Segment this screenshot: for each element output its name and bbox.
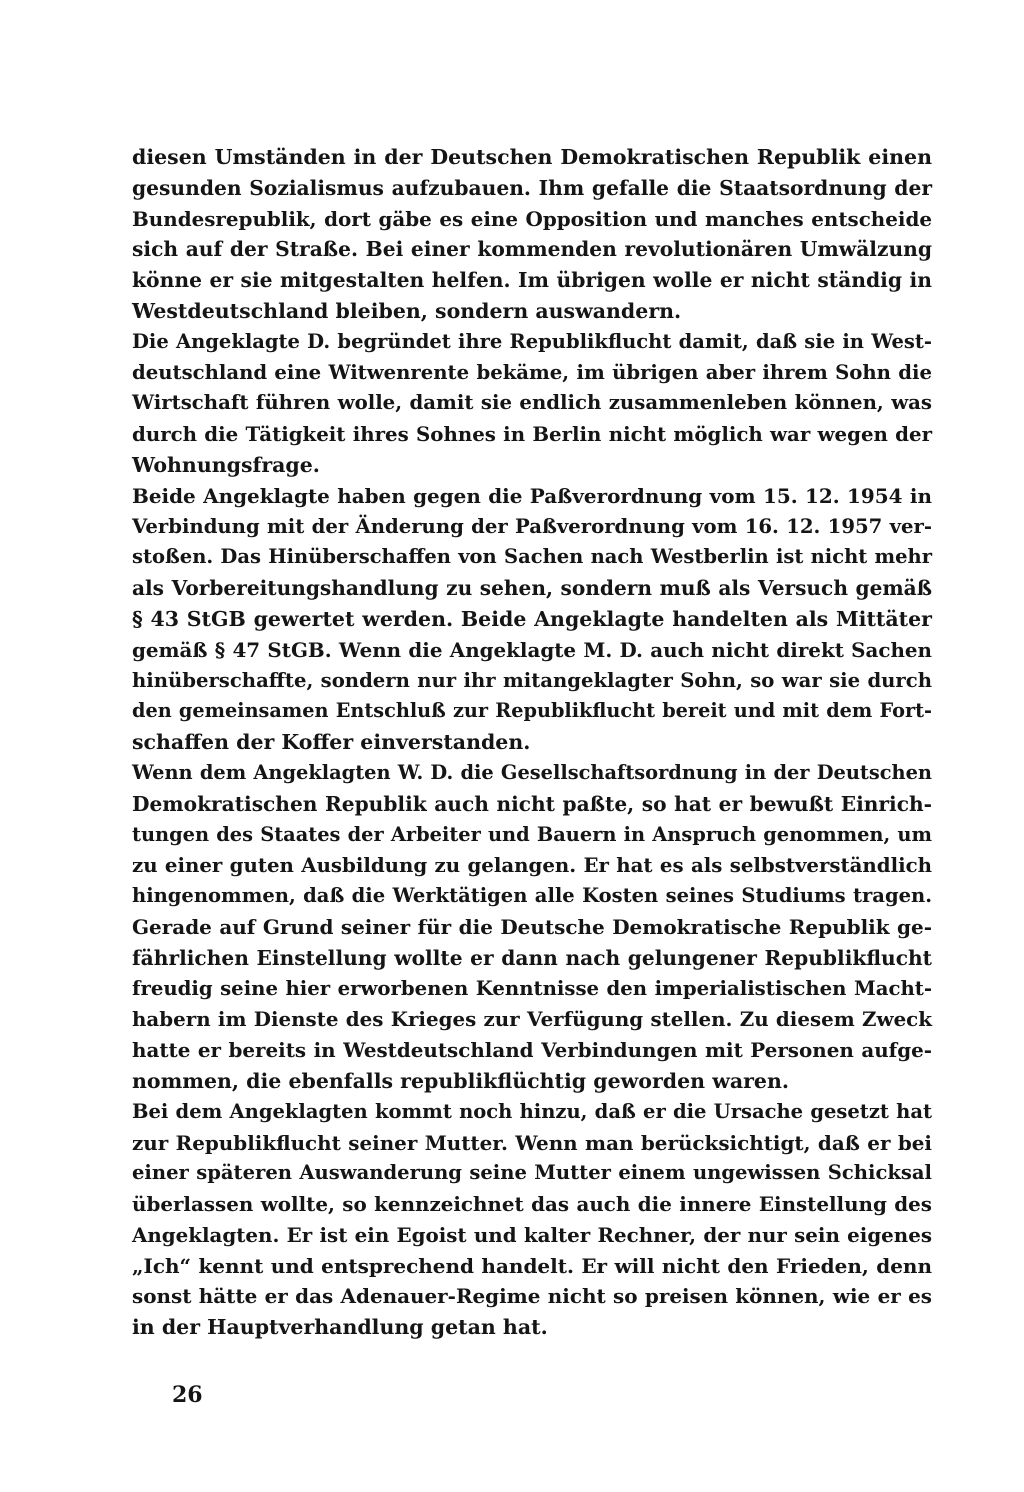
paragraph [132, 1097, 932, 1343]
text-line: Bei dem Angeklagten kommt noch hinzu, daß er die Ursache gesetzt hat [132, 1099, 932, 1123]
text-line: als Vorbereitungshandlung zu sehen, sondern muß als Versuch gemäß [132, 576, 932, 601]
text-line: überlassen wollte, so kennzeichnet das auch die innere Einstellung des [132, 1192, 932, 1217]
text-line: hingenommen, daß die Werktätigen alle Kosten seines Studiums tragen. [132, 884, 932, 908]
paragraph [132, 481, 932, 758]
text-line: Wenn dem Angeklagten W. D. die Gesellschaftsordnung in der Deutschen [132, 760, 932, 784]
text-line: einer späteren Auswanderung seine Mutter einem ungewissen Schicksal [132, 1161, 932, 1185]
page-number: 26 [172, 1382, 203, 1408]
text-line: nommen, die ebenfalls republikflüchtig geworden waren. [132, 1068, 790, 1093]
text-line: habern im Dienste des Krieges zur Verfügung stellen. Zu diesem Zweck [132, 1007, 932, 1032]
text-line: sonst hätte er das Adenauer-Regime nicht so preisen können, wie er es [132, 1284, 932, 1309]
text-line: schaffen der Koffer einverstanden. [132, 730, 531, 755]
text-line: hinüberschaffte, sondern nur ihr mitangeklagter Sohn, so war sie durch [132, 668, 932, 692]
text-line: § 43 StGB gewertet werden. Beide Angeklagte handelten als Mittäter [132, 606, 932, 631]
text-line: könne er sie mitgestalten helfen. Im übrigen wolle er nicht ständig in [132, 268, 932, 293]
text-line: gesunden Sozialismus aufzubauen. Ihm gefalle die Staatsordnung der [132, 175, 932, 200]
text-line: diesen Umständen in der Deutschen Demokratischen Republik einen [132, 145, 932, 169]
text-line: freudig seine hier erworbenen Kenntnisse den imperialistischen Macht- [132, 976, 932, 1000]
text-line: tungen des Staates der Arbeiter und Bauern in Anspruch genommen, um [132, 822, 932, 846]
paragraph [132, 758, 932, 1097]
text-line: sich auf der Straße. Bei einer kommenden revolutionären Umwälzung [132, 237, 932, 262]
text-line: stoßen. Das Hinüberschaffen von Sachen nach Westberlin ist nicht mehr [132, 545, 932, 569]
text-line: Westdeutschland bleiben, sondern auswandern. [132, 298, 682, 323]
text-line: gemäß § 47 StGB. Wenn die Angeklagte M. D. auch nicht direkt Sachen [132, 637, 932, 662]
text-line: Bundesrepublik, dort gäbe es eine Opposition und manches entscheide [132, 206, 932, 231]
text-line: Wohnungsfrage. [132, 452, 320, 477]
text-line: Gerade auf Grund seiner für die Deutsche Demokratische Republik ge- [132, 914, 932, 939]
body-text [132, 142, 932, 1343]
text-line: Beide Angeklagte haben gegen die Paßverordnung vom 15. 12. 1954 in [132, 483, 932, 508]
text-line: zu einer guten Ausbildung zu gelangen. Er hat es als selbstverständlich [132, 853, 932, 878]
text-line: Die Angeklagte D. begründet ihre Republikflucht damit, daß sie in West- [132, 329, 932, 353]
text-line: „Ich“ kennt und entsprechend handelt. Er will nicht den Frieden, denn [132, 1253, 932, 1278]
paragraph [132, 142, 932, 327]
text-line: den gemeinsamen Entschluß zur Republikflucht bereit und mit dem Fort- [132, 699, 932, 723]
text-line: hatte er bereits in Westdeutschland Verbindungen mit Personen aufge- [132, 1038, 932, 1063]
text-line: Verbindung mit der Änderung der Paßverordnung vom 16. 12. 1957 ver- [132, 514, 932, 538]
text-line: fährlichen Einstellung wollte er dann nach gelungener Republikflucht [132, 945, 932, 970]
text-line: zur Republikflucht seiner Mutter. Wenn man berücksichtigt, daß er bei [132, 1130, 932, 1155]
text-line: Demokratischen Republik auch nicht paßte, so hat er bewußt Einrich- [132, 791, 932, 816]
text-line: deutschland eine Witwenrente bekäme, im übrigen aber ihrem Sohn die [132, 360, 932, 384]
text-line: Wirtschaft führen wolle, damit sie endlich zusammenleben können, was [132, 391, 932, 415]
text-line: Angeklagten. Er ist ein Egoist und kalter Rechner, der nur sein eigenes [132, 1222, 932, 1247]
paragraph [132, 327, 932, 481]
text-line: in der Hauptverhandlung getan hat. [132, 1315, 548, 1340]
text-line: durch die Tätigkeit ihres Sohnes in Berlin nicht möglich war wegen der [132, 422, 932, 447]
